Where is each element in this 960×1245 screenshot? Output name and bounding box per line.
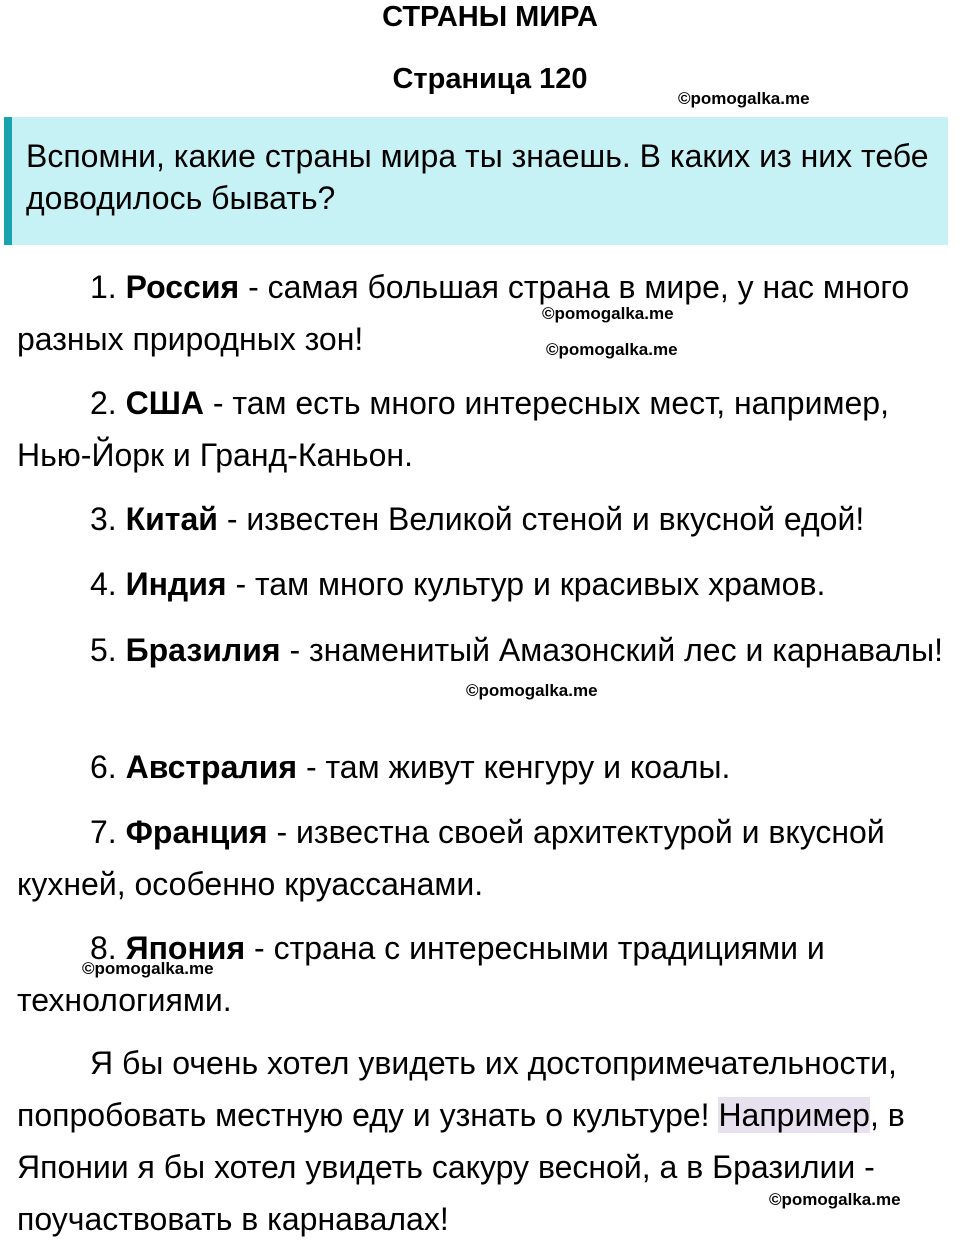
watermark: ©pomogalka.me (546, 340, 678, 359)
answer-number: 8. (90, 930, 117, 966)
watermark: ©pomogalka.me (466, 681, 598, 700)
watermark: ©pomogalka.me (542, 304, 674, 323)
answer-number: 3. (90, 501, 117, 537)
answer-text: - известен Великой стеной и вкусной едой! (217, 501, 865, 537)
answer-item (17, 741, 952, 793)
answer-country: Австралия (125, 749, 298, 785)
answer-text: - знаменитый Амазонский лес и карнавалы! (280, 632, 943, 668)
answer-number: 1. (90, 269, 117, 305)
answer-country: Япония (125, 930, 246, 966)
answer-item (17, 493, 952, 545)
answer-text: - самая большая страна в мире, у нас много разных природных зон! (17, 269, 910, 357)
answer-text: - там много культур и красивых храмов. (226, 566, 826, 602)
conclusion-paragraph (17, 1037, 952, 1245)
answer-number: 7. (90, 814, 117, 850)
question-text: Вспомни, какие страны мира ты знаешь. В каких из них тебе доводилось бывать? (26, 138, 929, 216)
answer-item (17, 377, 952, 481)
answer-country: Индия (125, 566, 227, 602)
answer-item (17, 624, 952, 676)
answer-item (17, 261, 952, 365)
page-number: Страница 120 (392, 63, 588, 95)
answer-country: Франция (125, 814, 268, 850)
conclusion-text: Я бы очень хотел увидеть их достопримечательности, попробовать местную еду и узнать о культуре! (17, 1045, 897, 1133)
answer-country: Китай (125, 501, 218, 537)
highlighted-word: Например (718, 1097, 870, 1133)
watermark: ©pomogalka.me (678, 89, 810, 108)
answer-text: - известна своей архитектурой и вкусной кухней, особенно круассанами. (17, 814, 885, 902)
answer-number: 4. (90, 566, 117, 602)
page-title: СТРАНЫ МИРА (382, 1, 598, 33)
question-box (4, 117, 948, 245)
answer-number: 2. (90, 385, 117, 421)
watermark: ©pomogalka.me (769, 1190, 901, 1209)
answer-item (17, 806, 952, 910)
answer-country: Бразилия (125, 632, 281, 668)
conclusion-text: , в Японии я бы хотел увидеть сакуру весной, а в Бразилии - поучаствовать в карнавалах! (17, 1097, 905, 1237)
answer-text: - там живут кенгуру и коалы. (297, 749, 731, 785)
answer-item (17, 558, 952, 610)
answer-text: - там есть много интересных мест, например, Нью-Йорк и Гранд-Каньон. (17, 385, 889, 473)
answer-number: 6. (90, 749, 117, 785)
answer-country: Россия (125, 269, 240, 305)
answer-number: 5. (90, 632, 117, 668)
watermark: ©pomogalka.me (82, 959, 214, 978)
answer-text: - страна с интересными традициями и технологиями. (17, 930, 825, 1018)
answer-country: США (125, 385, 204, 421)
